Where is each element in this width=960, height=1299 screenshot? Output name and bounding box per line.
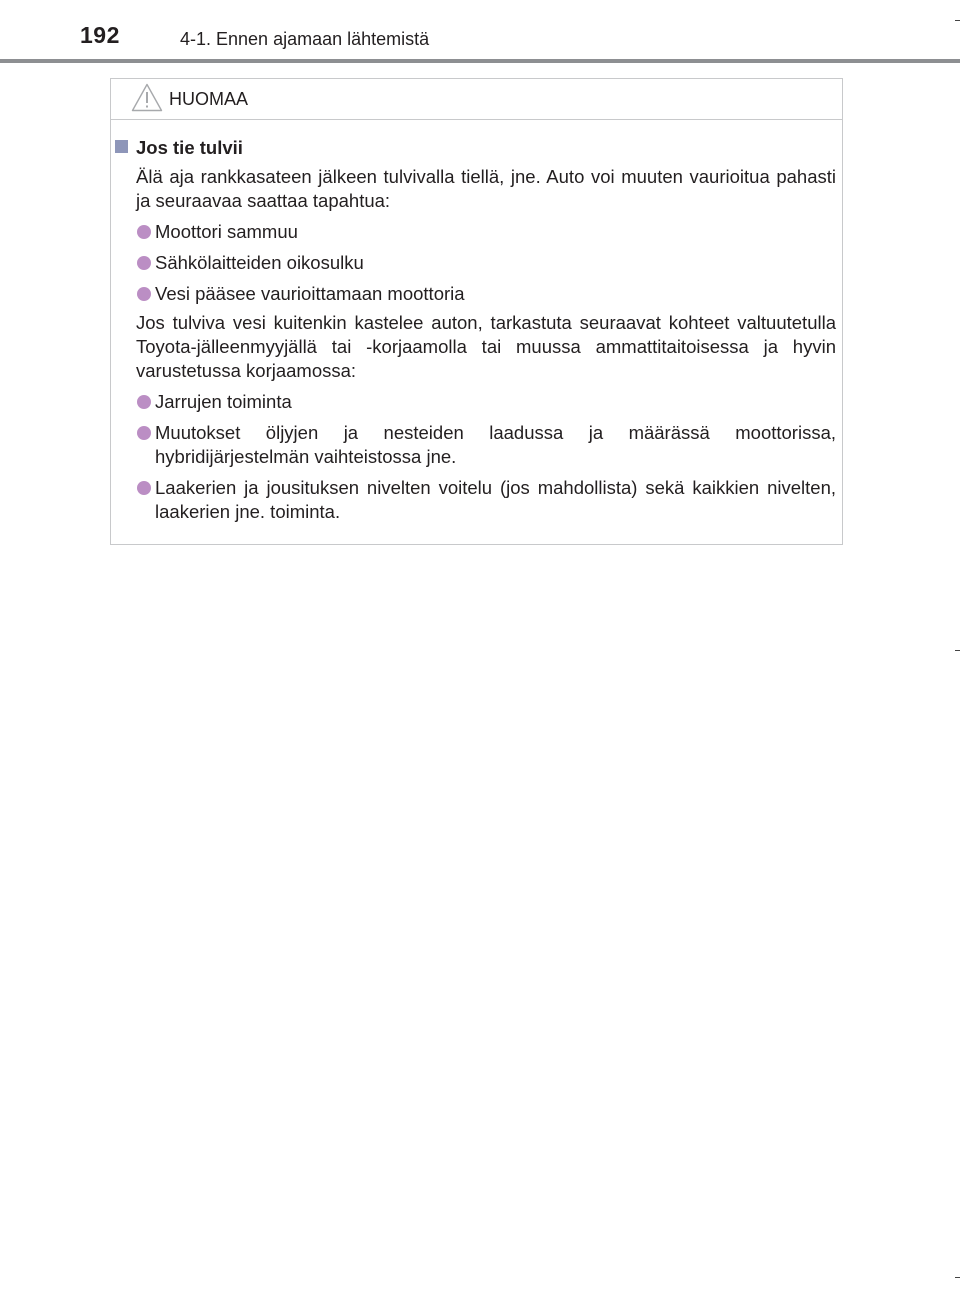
square-bullet-icon — [115, 140, 128, 153]
round-bullet-icon — [137, 481, 151, 495]
section-title — [136, 136, 836, 160]
intro-paragraph: Älä aja rankkasateen jälkeen tulvivalla tiellä, jne. Auto voi muuten vaurioitua pahasti ja seuraavaa saattaa tapahtua: — [136, 166, 836, 211]
header-rule — [0, 59, 960, 63]
list-item — [136, 421, 836, 469]
list-item — [136, 251, 836, 275]
check-intro-paragraph: Jos tulviva vesi kuitenkin kastelee auton, tarkastuta seuraavat kohteet valtuutetulla Toyota-jälleenmyyjällä tai -korjaamolla tai muussa ammattitaitoisessa ja hyvin varustetussa korjaamossa: — [136, 312, 836, 381]
crop-mark — [955, 650, 960, 651]
list-item-text: Jarrujen toiminta — [155, 391, 292, 412]
page-header — [0, 0, 960, 64]
list-item-text: Muutokset öljyjen ja nesteiden laadussa ja määrässä moottorissa, hybridijärjestelmän vaihteistossa jne. — [155, 422, 836, 467]
crop-mark — [955, 1277, 960, 1278]
notice-box — [110, 78, 843, 545]
crop-mark — [955, 20, 960, 21]
warning-triangle-icon — [131, 83, 163, 112]
list-item — [136, 220, 836, 244]
list-item — [136, 282, 836, 306]
round-bullet-icon — [137, 256, 151, 270]
notice-label: HUOMAA — [169, 89, 249, 109]
list-item-text: Laakerien ja jousituksen nivelten voitelu (jos mahdollista) sekä kaikkien nivelten, laakerien jne. toiminta. — [155, 477, 836, 522]
round-bullet-icon — [137, 287, 151, 301]
notice-header — [111, 79, 842, 120]
page-number: 192 — [80, 22, 120, 48]
list-item-text: Moottori sammuu — [155, 221, 298, 242]
round-bullet-icon — [137, 225, 151, 239]
round-bullet-icon — [137, 426, 151, 440]
section-title-text: Jos tie tulvii — [136, 137, 243, 158]
chapter-title: 4-1. Ennen ajamaan lähtemistä — [180, 29, 430, 49]
list-item-text: Sähkölaitteiden oikosulku — [155, 252, 364, 273]
list-item — [136, 390, 836, 414]
list-item-text: Vesi pääsee vaurioittamaan moottoria — [155, 283, 465, 304]
list-item — [136, 476, 836, 524]
round-bullet-icon — [137, 395, 151, 409]
notice-body — [136, 136, 836, 524]
